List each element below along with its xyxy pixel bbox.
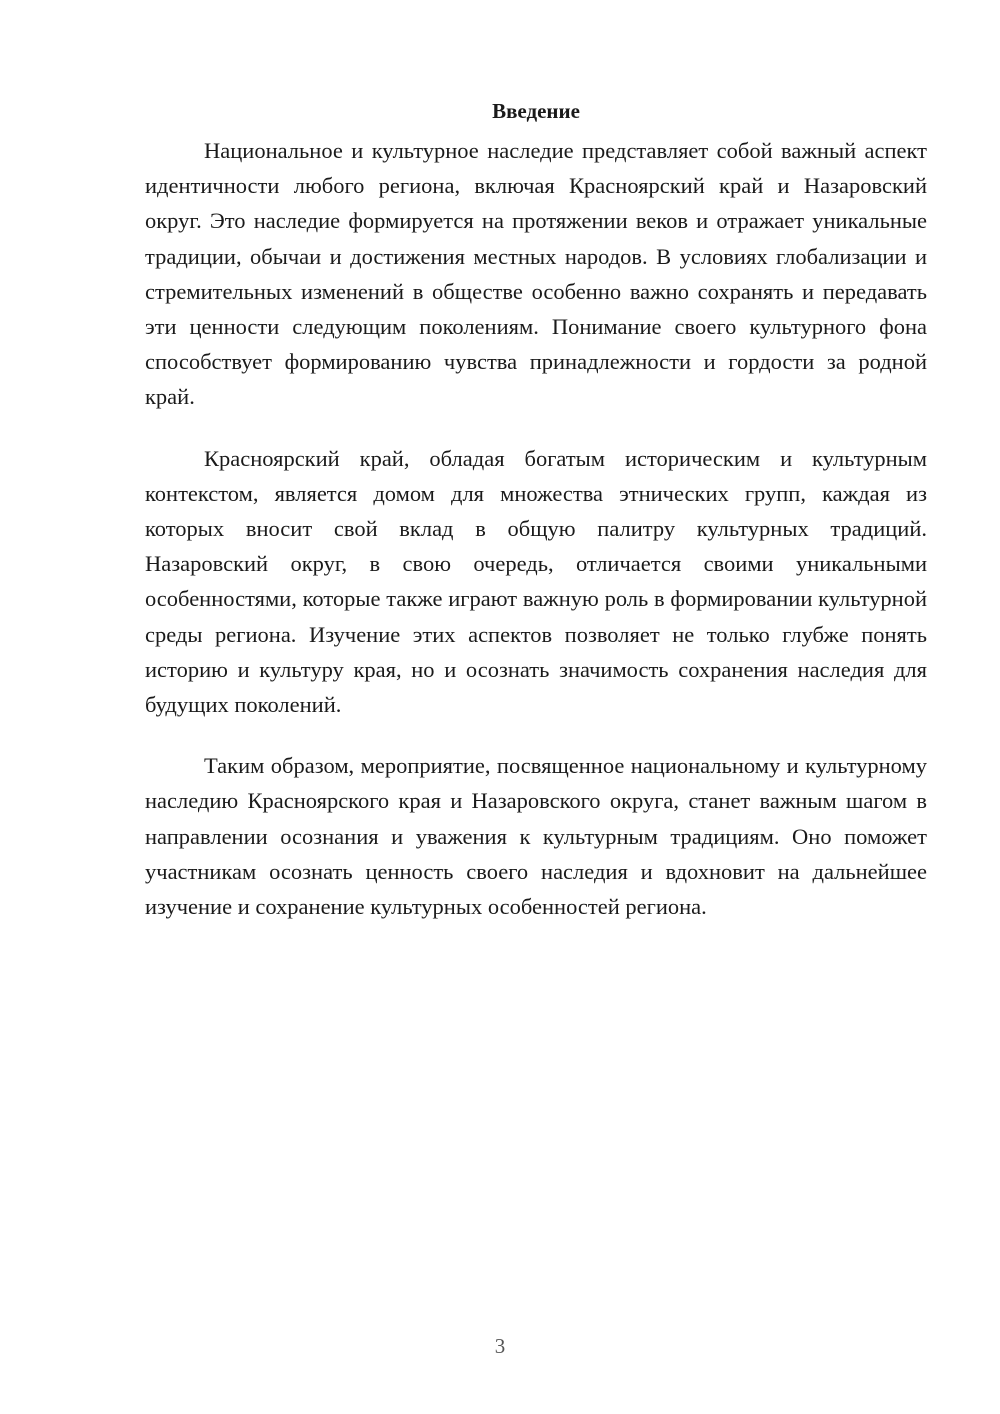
paragraph-1: Национальное и культурное наследие представляет собой важный аспект идентичности любого региона, включая Красноярский край и Назаровский округ. Это наследие формируется на протяжении веков и отражает уникальные традиции, обычаи и достижения местных народов. В условиях глобализации и стремительных изменений в обществе особенно важно сохранять и передавать эти ценности следующим поколениям. Понимание своего культурного фона способствует формированию чувства принадлежности и гордости за родной край. — [145, 138, 927, 410]
paragraph-2: Красноярский край, обладая богатым историческим и культурным контекстом, является домом для множества этнических групп, каждая из которых вносит свой вклад в общую палитру культурных традиций. Назаровский округ, в свою очередь, отличается своими уникальными особенностями, которые также играют важную роль в формировании культурной среды региона. Изучение этих аспектов позволяет не только глубже понять историю и культуру края, но и осознать значимость сохранения наследия для будущих поколений. — [145, 445, 927, 718]
paragraph-3: Таким образом, мероприятие, посвященное национальному и культурному наследию Красноярского края и Назаровского округа, станет важным шагом в направлении осознания и уважения к культурным традициям. Оно поможет участникам осознать ценность своего наследия и вдохновит на дальнейшее изучение и сохранение культурных особенностей региона. — [145, 753, 927, 920]
page-content — [145, 97, 927, 950]
section-title: Введение — [492, 99, 580, 123]
page-number: 3 — [494, 1334, 506, 1358]
